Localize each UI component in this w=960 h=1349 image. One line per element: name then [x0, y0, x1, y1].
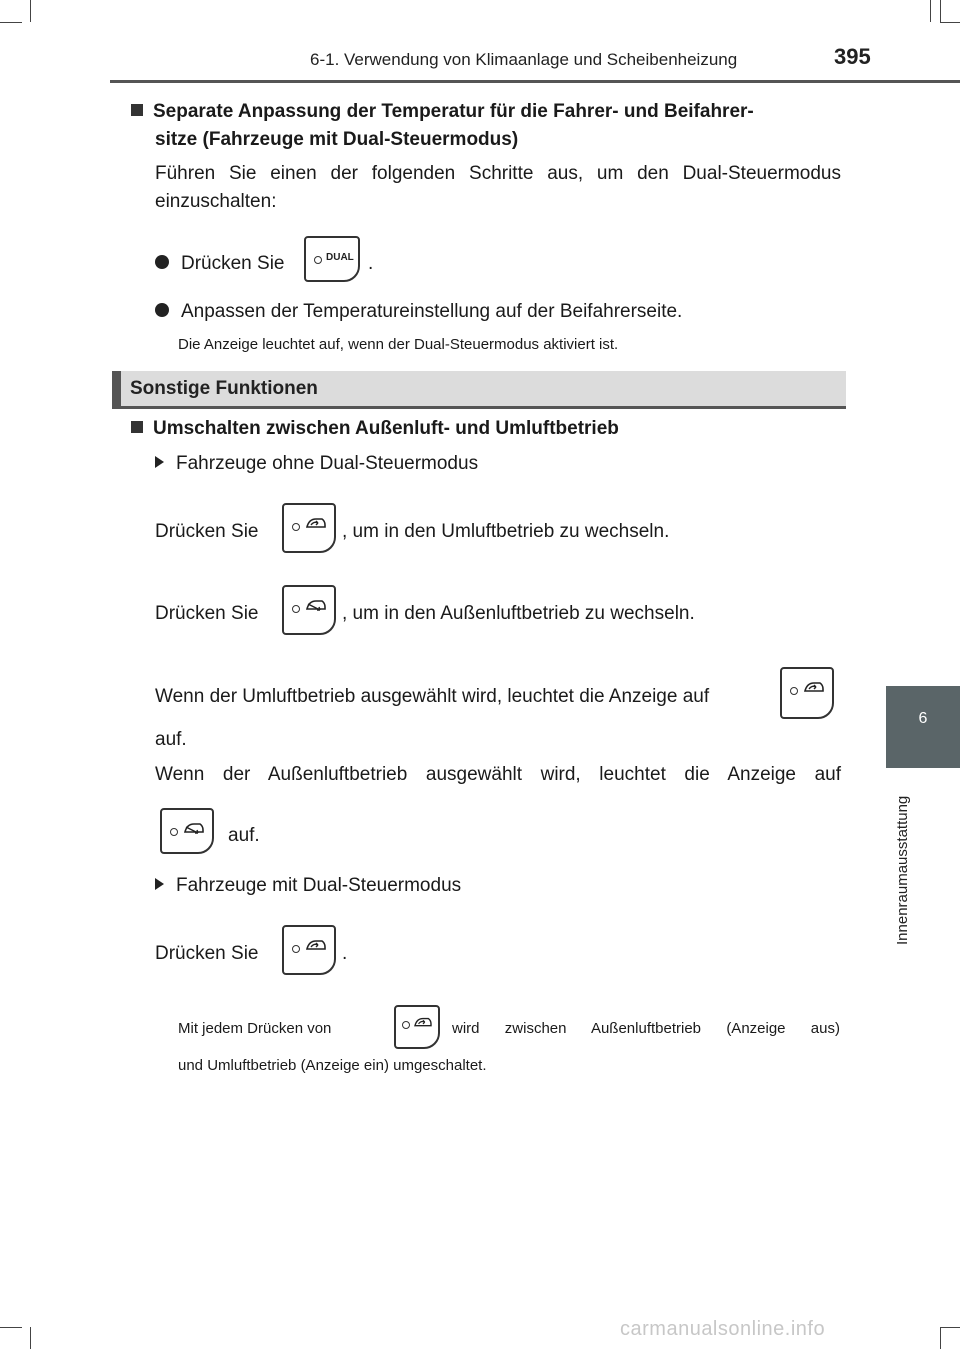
indicator-text: Wenn der Außenluftbetrieb ausgewählt wird, leuchtet die Anzeige auf — [155, 764, 841, 785]
press-text: Drücken Sie — [155, 943, 259, 964]
bullet-item — [155, 296, 682, 328]
round-bullet-icon — [155, 303, 169, 317]
crop-mark — [940, 0, 941, 22]
subheading-text: Fahrzeuge mit Dual-Steuermodus — [176, 875, 462, 896]
press-text: Drücken Sie — [155, 521, 259, 542]
chapter-label: Innenraumausstattung — [894, 795, 911, 945]
subheading-text: Fahrzeuge ohne Dual-Steuermodus — [176, 453, 479, 474]
press-text: , um in den Umluftbetrieb zu wechseln. — [342, 521, 670, 542]
recirculation-icon — [802, 679, 826, 697]
crop-mark — [930, 0, 931, 22]
heading-text: Separate Anpassung der Temperatur für die Fahrer- und Beifahrer- — [153, 101, 754, 122]
heading-text: Umschalten zwischen Außenluft- und Umluftbetrieb — [153, 418, 619, 439]
crop-mark — [0, 1327, 22, 1328]
indicator-dot-icon — [314, 256, 322, 264]
chapter-number: 6 — [918, 710, 928, 727]
crop-mark — [30, 1327, 31, 1349]
dual-heading-cont: sitze (Fahrzeuge mit Dual-Steuermodus) — [155, 129, 519, 150]
recirculation-icon — [304, 937, 328, 955]
recirc-button-icon — [282, 503, 336, 553]
section-bar — [112, 371, 121, 406]
recirculation-icon — [412, 1015, 434, 1031]
recirc-button-icon — [394, 1005, 440, 1049]
dual-note: Die Anzeige leuchtet auf, wenn der Dual-Steuermodus aktiviert ist. — [178, 336, 619, 353]
bullet-text: Drücken Sie — [181, 253, 285, 274]
indicator-text-end: auf. — [155, 729, 187, 750]
indicator-dot-icon — [292, 523, 300, 531]
triangle-bullet-icon — [155, 878, 164, 890]
note-text: Mit jedem Drücken von — [178, 1020, 332, 1037]
square-bullet-icon — [131, 421, 143, 433]
note-text: wird zwischen Außenluftbetrieb (Anzeige aus) — [452, 1020, 840, 1037]
crop-mark — [0, 22, 22, 23]
crop-mark — [940, 22, 960, 23]
dual-intro-cont: einzuschalten: — [155, 191, 277, 212]
indicator-dot-icon — [292, 605, 300, 613]
square-bullet-icon — [131, 104, 143, 116]
outside-air-button-icon — [282, 585, 336, 635]
indicator-text: Wenn der Umluftbetrieb ausgewählt wird, leuchtet die Anzeige auf — [155, 686, 710, 707]
press-text: . — [342, 943, 348, 964]
header-rule — [110, 80, 960, 83]
dual-button-label: DUAL — [326, 252, 354, 263]
recirc-button-icon — [282, 925, 336, 975]
subheading — [155, 448, 478, 480]
running-header: 6-1. Verwendung von Klimaanlage und Scheibenheizung — [310, 50, 738, 69]
bullet-text: Anpassen der Temperatureinstellung auf der Beifahrerseite. — [181, 301, 683, 322]
outside-air-button-icon — [160, 808, 214, 854]
indicator-dot-icon — [292, 945, 300, 953]
round-bullet-icon — [155, 255, 169, 269]
recirc-heading — [131, 413, 619, 445]
dual-intro: Führen Sie einen der folgenden Schritte aus, um den Dual-Steuermodus — [155, 163, 841, 184]
chapter-tab — [886, 686, 960, 768]
triangle-bullet-icon — [155, 456, 164, 468]
press-text: , um in den Außenluftbetrieb zu wechseln. — [342, 603, 695, 624]
indicator-dot-icon — [170, 828, 178, 836]
note-text: und Umluftbetrieb (Anzeige ein) umgeschaltet. — [178, 1057, 487, 1074]
crop-mark — [940, 1327, 960, 1328]
section-header — [112, 371, 846, 409]
crop-mark — [940, 1327, 941, 1349]
outside-air-icon — [182, 820, 206, 838]
indicator-dot-icon — [790, 687, 798, 695]
outside-air-icon — [304, 597, 328, 615]
recirc-button-icon — [780, 667, 834, 719]
indicator-dot-icon — [402, 1021, 410, 1029]
section-title: Sonstige Funktionen — [130, 378, 318, 399]
crop-mark — [30, 0, 31, 22]
watermark: carmanualsonline.info — [620, 1318, 826, 1340]
bullet-item — [155, 248, 285, 280]
dual-button-icon — [304, 236, 360, 282]
subheading — [155, 870, 461, 902]
recirculation-icon — [304, 515, 328, 533]
bullet-suffix: . — [368, 253, 374, 274]
page-number: 395 — [834, 44, 871, 69]
indicator-text-end: auf. — [228, 825, 260, 846]
press-text: Drücken Sie — [155, 603, 259, 624]
